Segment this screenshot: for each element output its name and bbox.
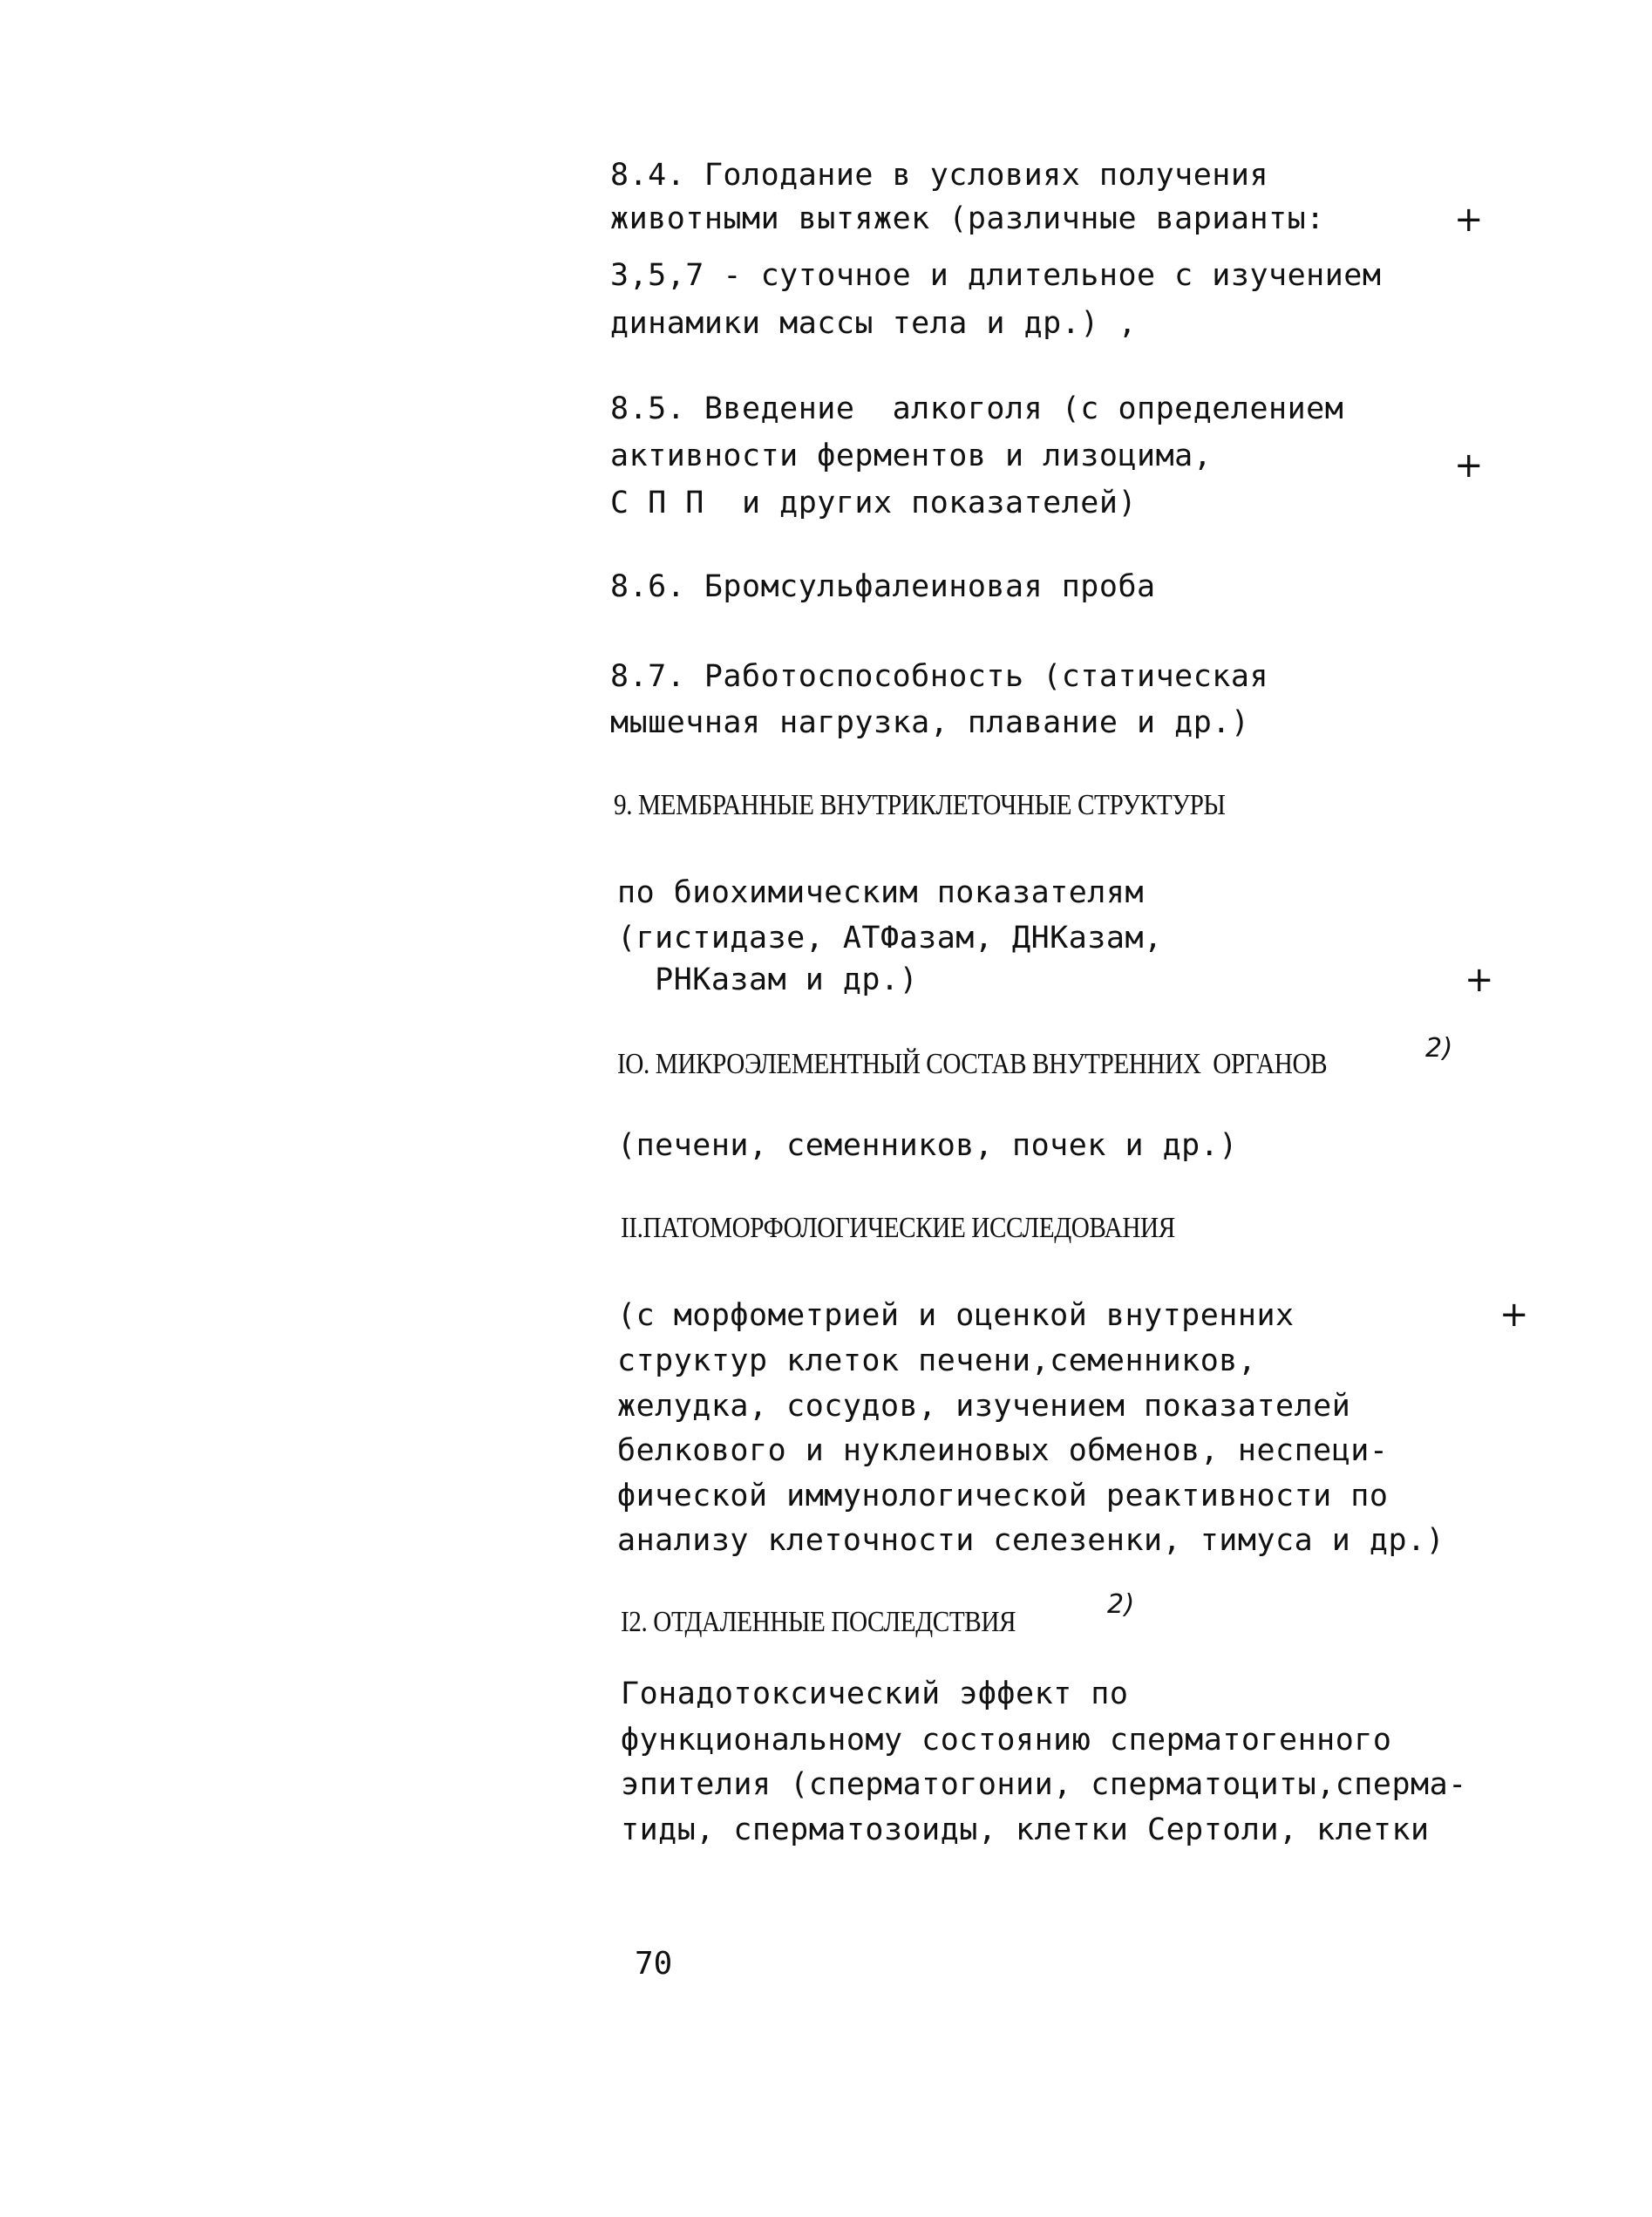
text-line: животными вытяжек (различные варианты:: [610, 201, 1325, 236]
text-line: 3,5,7 - суточное и длительное с изучением: [610, 258, 1382, 293]
text-line: 8.4. Голодание в условиях получения: [610, 158, 1269, 193]
text-line: Гонадотоксический эффект по: [621, 1676, 1129, 1711]
text-line: 8.5. Введение алкоголя (с определением: [610, 391, 1344, 426]
text-line: структур клеток печени,семенников,: [617, 1343, 1257, 1378]
footnote-marker: 2): [1425, 1033, 1453, 1064]
text-line: тиды, сперматозоиды, клетки Сертоли, клетки: [621, 1812, 1430, 1847]
text-line: функциональному состоянию сперматогенного: [621, 1723, 1392, 1758]
section-heading: 9. МЕМБРАННЫЕ ВНУТРИКЛЕТОЧНЫЕ СТРУКТУРЫ: [614, 789, 1226, 821]
text-line: (гистидазе, АТФазам, ДНКазам,: [617, 921, 1163, 955]
text-line: фической иммунологической реактивности по: [617, 1479, 1389, 1513]
text-line: эпителия (сперматогонии, сперматоциты,сперма-: [621, 1767, 1467, 1802]
text-line: желудка, сосудов, изучением показателей: [617, 1389, 1351, 1424]
text-line: анализу клеточности селезенки, тимуса и др.): [617, 1523, 1445, 1558]
footnote-marker: 2): [1107, 1589, 1135, 1620]
plus-mark: +: [1465, 960, 1494, 1000]
text-line: РНКазам и др.): [617, 962, 919, 997]
text-line: мышечная нагрузка, плавание и др.): [610, 705, 1250, 740]
text-line: (с морфометрией и оценкой внутренних: [617, 1298, 1295, 1333]
plus-mark: +: [1454, 445, 1484, 486]
section-heading: I2. ОТДАЛЕННЫЕ ПОСЛЕДСТВИЯ: [621, 1606, 1016, 1638]
plus-mark: +: [1454, 200, 1484, 240]
text-line: (печени, семенников, почек и др.): [617, 1128, 1238, 1163]
text-line: 8.6. Бромсульфалеиновая проба: [610, 569, 1156, 604]
text-line: по биохимическим показателям: [617, 875, 1145, 910]
section-heading: II.ПАТОМОРФОЛОГИЧЕСКИЕ ИССЛЕДОВАНИЯ: [621, 1212, 1175, 1244]
plus-mark: +: [1499, 1295, 1529, 1335]
section-heading: IO. МИКРОЭЛЕМЕНТНЫЙ СОСТАВ ВНУТРЕННИХ ОРГАНОВ: [617, 1048, 1328, 1080]
page-number: 70: [635, 1946, 673, 1982]
text-line: С П П и других показателей): [610, 486, 1138, 520]
text-line: динамики массы тела и др.) ,: [610, 306, 1138, 341]
text-line: белкового и нуклеиновых обменов, неспеци-: [617, 1433, 1389, 1468]
text-line: 8.7. Работоспособность (статическая: [610, 659, 1269, 694]
text-line: активности ферментов и лизоцима,: [610, 439, 1213, 473]
